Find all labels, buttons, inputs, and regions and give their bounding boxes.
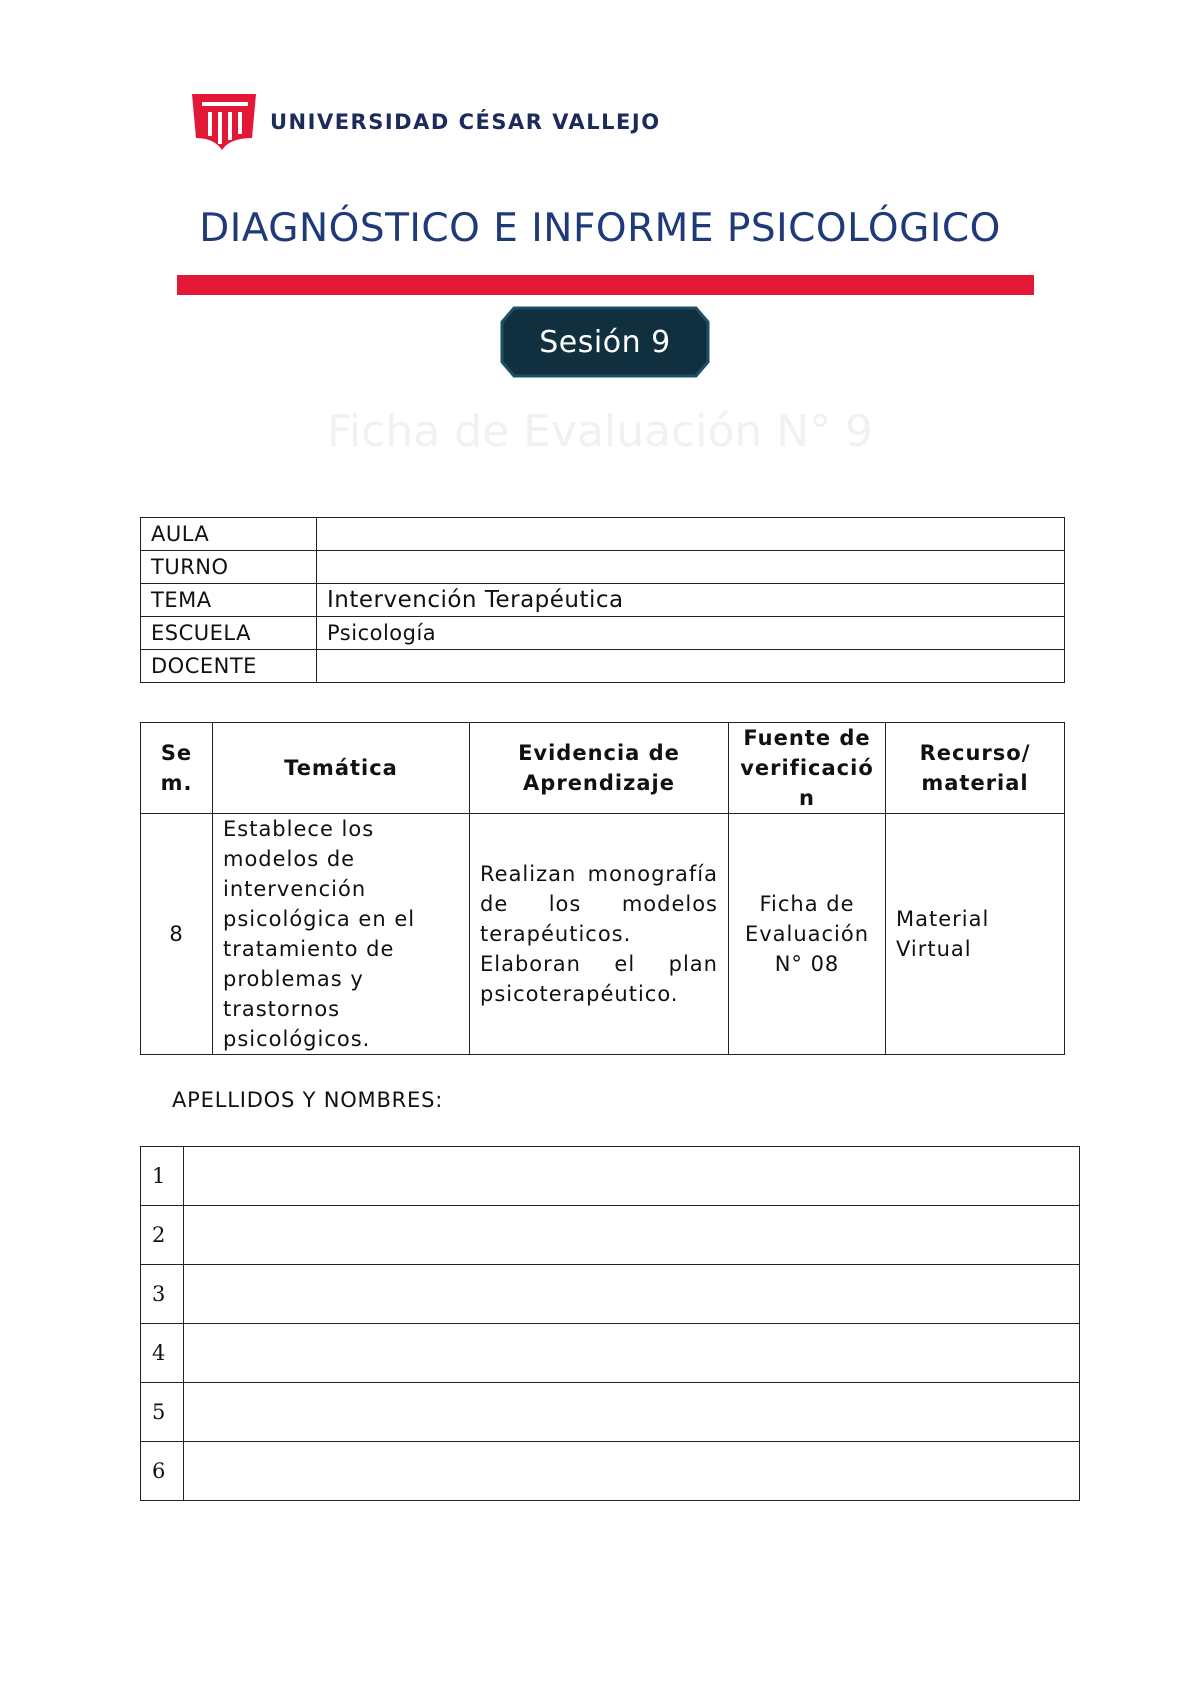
table-row <box>141 1265 1080 1324</box>
row-label-tema: TEMA <box>141 584 317 617</box>
table-row <box>141 518 1065 551</box>
row-number: 2 <box>141 1206 184 1265</box>
name-field[interactable] <box>184 1324 1080 1383</box>
table-row <box>141 584 1065 617</box>
row-value-docente <box>317 650 1065 683</box>
watermark-text: Ficha de Evaluación N° 9 <box>326 406 874 457</box>
row-number: 1 <box>141 1147 184 1206</box>
session-badge <box>500 306 710 378</box>
row-number: 6 <box>141 1442 184 1501</box>
name-field[interactable] <box>184 1442 1080 1501</box>
header-fuente: Fuente de verificació n <box>729 723 886 814</box>
session-plan-table <box>140 722 1065 1055</box>
cell-fuente: Ficha de Evaluación N° 08 <box>729 814 886 1055</box>
university-logo <box>190 88 670 154</box>
cell-evidencia: Realizan monografía de los modelos terapéuticos. Elaboran el plan psicoterapéutico. <box>470 814 729 1055</box>
names-section-label: APELLIDOS Y NOMBRES: <box>172 1088 444 1112</box>
table-row <box>141 1442 1080 1501</box>
session-label: Sesión 9 <box>539 324 671 360</box>
row-number: 4 <box>141 1324 184 1383</box>
ucv-emblem-icon <box>190 88 256 154</box>
student-names-table <box>140 1146 1080 1501</box>
row-value-tema: Intervención Terapéutica <box>317 584 1065 617</box>
row-number: 3 <box>141 1265 184 1324</box>
table-row <box>141 1147 1080 1206</box>
name-field[interactable] <box>184 1383 1080 1442</box>
table-row <box>141 551 1065 584</box>
row-label-docente: DOCENTE <box>141 650 317 683</box>
header-tematica: Temática <box>213 723 470 814</box>
row-value-aula <box>317 518 1065 551</box>
table-row <box>141 1206 1080 1265</box>
row-value-turno <box>317 551 1065 584</box>
row-value-escuela: Psicología <box>317 617 1065 650</box>
name-field[interactable] <box>184 1147 1080 1206</box>
cell-recurso: Material Virtual <box>886 814 1065 1055</box>
cell-tematica: Establece los modelos de intervención psicológica en el tratamiento de problemas y trastornos psicológicos. <box>213 814 470 1055</box>
title-divider <box>177 275 1034 295</box>
header-evidencia: Evidencia de Aprendizaje <box>470 723 729 814</box>
table-header-row <box>141 723 1065 814</box>
header-recurso: Recurso/ material <box>886 723 1065 814</box>
document-title: DIAGNÓSTICO E INFORME PSICOLÓGICO <box>199 206 1001 251</box>
table-row <box>141 1324 1080 1383</box>
table-row <box>141 1383 1080 1442</box>
table-row <box>141 650 1065 683</box>
table-row <box>141 814 1065 1055</box>
row-label-turno: TURNO <box>141 551 317 584</box>
row-label-aula: AULA <box>141 518 317 551</box>
course-info-table <box>140 517 1065 683</box>
name-field[interactable] <box>184 1206 1080 1265</box>
header-sem: Se m. <box>141 723 213 814</box>
row-label-escuela: ESCUELA <box>141 617 317 650</box>
cell-sem: 8 <box>141 814 213 1055</box>
table-row <box>141 617 1065 650</box>
row-number: 5 <box>141 1383 184 1442</box>
name-field[interactable] <box>184 1265 1080 1324</box>
university-name: UNIVERSIDAD CÉSAR VALLEJO <box>270 110 661 134</box>
